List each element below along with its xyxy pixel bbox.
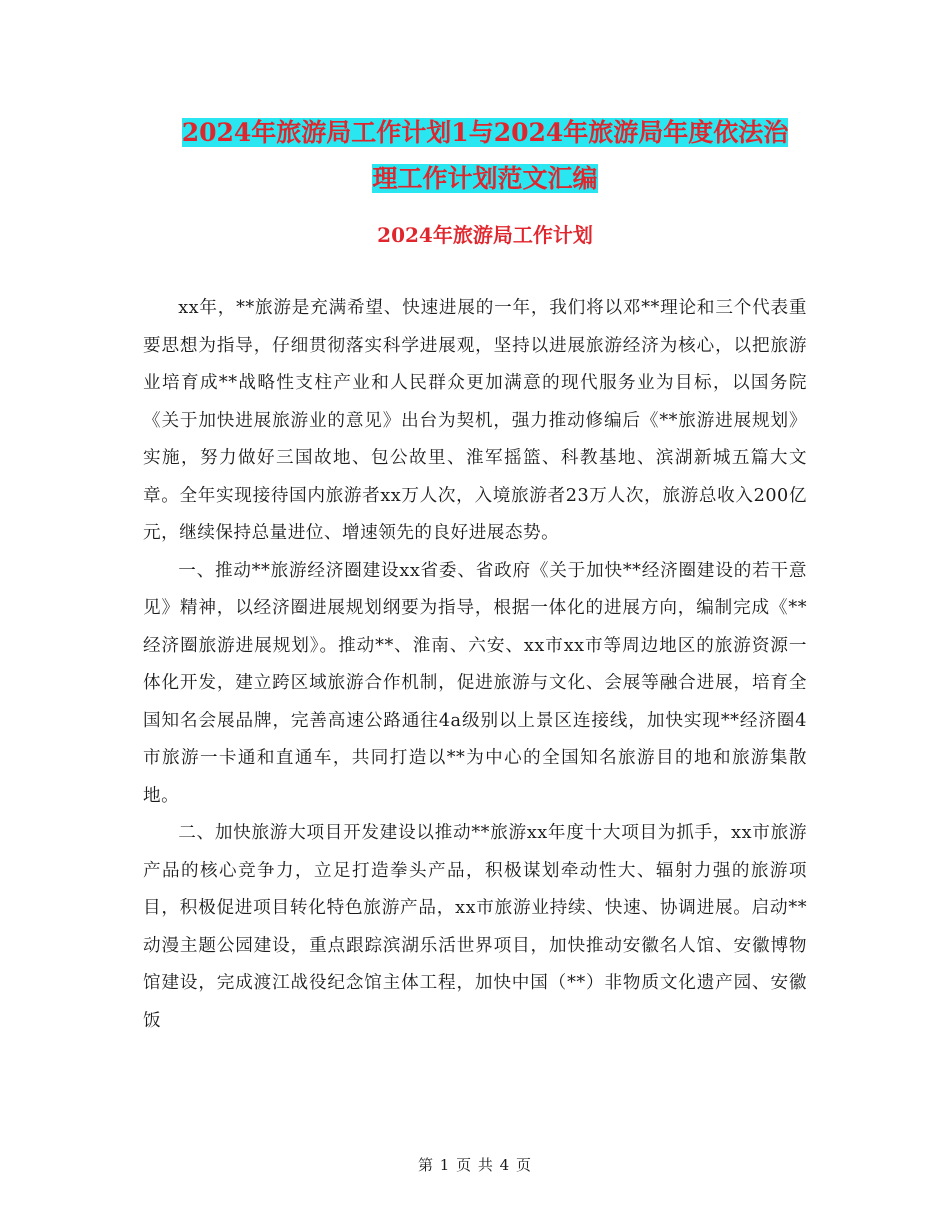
section-title: 2024年旅游局工作计划	[377, 223, 593, 247]
page-number-footer: 第 1 页 共 4 页	[418, 1156, 532, 1174]
document-title	[140, 110, 830, 202]
paragraph-intro: xx年，**旅游是充满希望、快速进展的一年，我们将以邓**理论和三个代表重要思想为指导，仔细贯彻落实科学进展观，坚持以进展旅游经济为核心，以把旅游业培育成**战略性支柱产业和人民群众更加满意的现代服务业为目标，以国务院《关于加快进展旅游业的意见》出台为契机，强力推动修编后《**旅游进展规划》实施，努力做好三国故地、包公故里、淮军摇篮、科教基地、滨湖新城五篇大文章。全年实现接待国内旅游者xx万人次，入境旅游者23万人次，旅游总收入200亿元，继续保持总量进位、增速领先的良好进展态势。	[143, 298, 807, 543]
document-title-line2: 理工作计划范文汇编	[372, 164, 598, 193]
paragraph-section-two: 二、加快旅游大项目开发建设以推动**旅游xx年度十大项目为抓手，xx市旅游产品的核心竞争力，立足打造拳头产品，积极谋划牵动性大、辐射力强的旅游项目，积极促进项目转化特色旅游产品，xx市旅游业持续、快速、协调进展。启动**动漫主题公园建设，重点跟踪滨湖乐活世界项目，加快推动安徽名人馆、安徽博物馆建设，完成渡江战役纪念馆主体工程，加快中国（**）非物质文化遗产园、安徽饭	[143, 823, 807, 1031]
paragraph-section-one: 一、推动**旅游经济圈建设xx省委、省政府《关于加快**经济圈建设的若干意见》精神，以经济圈进展规划纲要为指导，根据一体化的进展方向，编制完成《**经济圈旅游进展规划》。推动**、淮南、六安、xx市xx市等周边地区的旅游资源一体化开发，建立跨区域旅游合作机制，促进旅游与文化、会展等融合进展，培育全国知名会展品牌，完善高速公路通往4a级别以上景区连接线，加快实现**经济圈4市旅游一卡通和直通车，共同打造以**为中心的全国知名旅游目的地和旅游集散地。	[143, 560, 807, 806]
document-body	[143, 290, 807, 1040]
document-title-line1: 2024年旅游局工作计划1与2024年旅游局年度依法治	[181, 118, 789, 147]
